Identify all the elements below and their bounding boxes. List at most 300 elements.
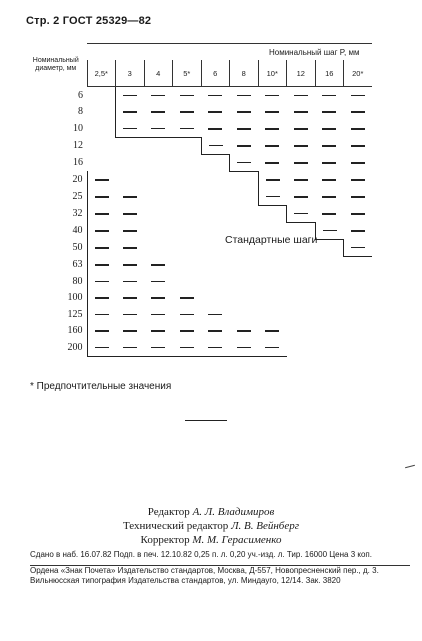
empty-cell [344, 256, 372, 273]
standard-pitch-cell [173, 120, 202, 137]
standard-pitch-cell [201, 120, 230, 137]
dash-mark [123, 247, 137, 249]
standard-pitch-cell [287, 104, 316, 121]
editor-role: Редактор [147, 506, 190, 518]
empty-cell [116, 171, 145, 188]
empty-cell [173, 205, 202, 222]
standard-pitch-cell [173, 306, 202, 323]
imprint-line-3: Вильнюсская типография Издательства стандартов, ул. Миндауго, 12/14. Зак. 3820 [30, 576, 341, 585]
empty-cell [173, 256, 202, 273]
standard-pitches-label: Стандартные шаги [225, 234, 318, 246]
standard-pitch-cell [173, 323, 202, 340]
diameter-value: 12 [73, 140, 83, 151]
dash-mark [151, 281, 165, 283]
table-row [25, 87, 372, 104]
dash-mark [265, 145, 279, 147]
standard-pitch-cell [116, 188, 145, 205]
standard-pitch-cell [230, 87, 259, 104]
standard-pitch-cell [258, 104, 287, 121]
dash-mark [322, 162, 336, 164]
standard-pitch-cell [116, 290, 145, 307]
dash-mark [180, 128, 194, 130]
empty-cell [87, 137, 116, 154]
empty-cell [230, 188, 259, 205]
empty-cell [173, 188, 202, 205]
dash-mark [294, 145, 308, 147]
empty-cell [144, 205, 173, 222]
standard-pitch-cell [287, 171, 316, 188]
dash-mark [123, 330, 137, 332]
standard-pitch-cell [173, 290, 202, 307]
empty-cell [201, 290, 230, 307]
table-body [25, 87, 372, 357]
standard-pitch-cell [258, 188, 287, 205]
diameter-value: 16 [73, 157, 83, 168]
standard-pitch-cell [287, 154, 316, 171]
dash-mark [294, 162, 308, 164]
empty-cell [287, 273, 316, 290]
table-row [25, 222, 372, 239]
empty-cell [287, 323, 316, 340]
diameter-value: 63 [72, 259, 83, 270]
empty-cell [173, 171, 202, 188]
empty-cell [201, 256, 230, 273]
dash-mark [151, 347, 165, 349]
dash-mark [123, 230, 137, 232]
dash-mark [208, 314, 222, 316]
dash-mark [208, 330, 222, 332]
empty-cell [230, 171, 259, 188]
empty-cell [87, 104, 116, 121]
dash-mark [123, 111, 137, 113]
dash-mark [208, 111, 222, 113]
standard-pitch-cell [116, 120, 145, 137]
dash-mark [180, 95, 194, 97]
table-row [25, 306, 372, 323]
table-row [25, 339, 372, 356]
dash-mark [294, 128, 308, 130]
diameter-value: 200 [67, 342, 83, 353]
standard-pitch-cell [201, 87, 230, 104]
dash-mark [265, 330, 279, 332]
dash-mark [95, 330, 109, 332]
separator-line [185, 420, 227, 421]
empty-cell [230, 256, 259, 273]
dash-mark [351, 230, 365, 232]
dash-mark [265, 111, 279, 113]
imprint-block [30, 550, 379, 586]
standard-pitch-cell [258, 323, 287, 340]
dash-mark [322, 111, 336, 113]
standard-pitch-cell [201, 323, 230, 340]
pitch-header-8: 16 [315, 60, 344, 87]
standard-pitch-cell [87, 306, 116, 323]
dash-mark [95, 297, 109, 299]
standard-pitch-cell [344, 188, 372, 205]
diameter-value: 6 [78, 89, 83, 101]
standard-pitch-cell [144, 306, 173, 323]
standard-pitch-cell [116, 256, 145, 273]
page-header: Стр. 2 ГОСТ 25329—82 [26, 15, 152, 27]
empty-cell [201, 188, 230, 205]
standard-pitch-cell [116, 306, 145, 323]
standard-pitch-cell [287, 188, 316, 205]
dash-mark [322, 213, 336, 215]
diameter-value: 40 [72, 225, 83, 236]
standard-pitch-cell [344, 205, 372, 222]
proofreader-line [0, 533, 422, 547]
standard-pitch-cell [87, 273, 116, 290]
empty-cell [230, 205, 259, 222]
dash-mark [180, 314, 194, 316]
pitch-header-1: 3 [116, 60, 145, 87]
standard-pitch-cell [344, 120, 372, 137]
diameter-value: 125 [67, 308, 83, 320]
margin-mark [405, 465, 415, 469]
dash-mark [265, 95, 279, 97]
dash-mark [351, 162, 365, 164]
dash-mark [265, 128, 279, 130]
diameter-value: 80 [72, 275, 83, 287]
dash-mark [294, 95, 308, 97]
standard-pitch-cell [87, 171, 116, 188]
standard-pitch-cell [144, 256, 173, 273]
dash-mark [95, 347, 109, 349]
dash-mark [294, 196, 308, 198]
imprint-line-2: Ордена «Знак Почета» Издательство стандартов, Москва, Д-557, Новопресненский пер., д. 3. [30, 566, 379, 575]
empty-cell [315, 339, 344, 356]
pitch-header-3: 5* [173, 60, 202, 87]
table-row [25, 171, 372, 188]
dash-mark [123, 196, 137, 198]
empty-cell [287, 339, 316, 356]
standard-pitch-cell [344, 87, 372, 104]
footnote: * Предпочтительные значения [30, 381, 172, 392]
dash-mark [95, 264, 109, 266]
table-row [25, 104, 372, 121]
dash-mark [351, 111, 365, 113]
standard-pitch-cell [116, 339, 145, 356]
standard-pitch-cell [144, 339, 173, 356]
pitch-group-header: Номинальный шаг P, мм [87, 44, 372, 61]
empty-cell [144, 171, 173, 188]
dash-mark [237, 128, 251, 130]
empty-cell [287, 290, 316, 307]
dash-mark [265, 162, 279, 164]
standard-pitch-cell [315, 137, 344, 154]
dash-mark [123, 264, 137, 266]
dash-mark [180, 347, 194, 349]
dash-mark [266, 179, 280, 181]
empty-cell [315, 273, 344, 290]
standard-pitch-cell [201, 104, 230, 121]
empty-cell [315, 239, 344, 256]
standard-pitch-cell [144, 290, 173, 307]
dash-mark [95, 196, 109, 198]
dash-mark [351, 128, 365, 130]
dash-mark [266, 196, 280, 198]
empty-cell [258, 256, 287, 273]
standard-pitch-cell [258, 339, 287, 356]
table-row [25, 273, 372, 290]
standard-pitch-cell [315, 171, 344, 188]
dash-mark [208, 347, 222, 349]
empty-cell [230, 273, 259, 290]
standard-pitch-cell [87, 256, 116, 273]
dash-mark [294, 111, 308, 113]
standard-pitch-cell [201, 137, 230, 154]
standard-pitch-cell [287, 120, 316, 137]
empty-cell [344, 290, 372, 307]
dash-mark [123, 281, 137, 283]
standard-pitch-cell [315, 188, 344, 205]
standard-pitch-cell [144, 104, 173, 121]
table-row [25, 256, 372, 273]
standard-pitch-cell [344, 171, 372, 188]
empty-cell [173, 154, 202, 171]
tech-editor-name: Л. В. Вейнберг [231, 520, 299, 532]
standard-pitch-cell [116, 104, 145, 121]
empty-cell [230, 290, 259, 307]
standard-pitch-cell [258, 171, 287, 188]
dash-mark [151, 128, 165, 130]
standard-pitch-cell [230, 104, 259, 121]
standard-pitch-cell [315, 222, 344, 239]
standard-pitch-cell [258, 137, 287, 154]
dash-mark [123, 213, 137, 215]
diameter-column-header: Номинальный диаметр, мм [32, 57, 79, 72]
standard-pitch-table [25, 43, 372, 357]
empty-cell [87, 120, 116, 137]
diameter-value: 160 [67, 325, 83, 337]
standard-pitch-cell [87, 239, 116, 256]
dash-mark [351, 213, 365, 215]
pitch-header-5: 8 [230, 60, 259, 87]
standard-pitch-cell [201, 339, 230, 356]
dash-mark [351, 247, 365, 249]
standard-pitch-cell [287, 205, 316, 222]
dash-mark [237, 347, 251, 349]
dash-mark [180, 297, 194, 299]
standard-pitch-cell [87, 339, 116, 356]
dash-mark [95, 281, 109, 283]
dash-mark [322, 128, 336, 130]
diameter-value: 100 [67, 292, 83, 304]
dash-mark [351, 145, 365, 147]
table-row [25, 323, 372, 340]
dash-mark [95, 179, 109, 181]
empty-cell [144, 154, 173, 171]
standard-pitch-cell [344, 239, 372, 256]
diameter-value: 10 [73, 123, 83, 134]
empty-cell [144, 222, 173, 239]
standard-pitch-cell [173, 104, 202, 121]
standard-pitch-cell [258, 87, 287, 104]
standard-pitch-cell [144, 120, 173, 137]
table-row [25, 239, 372, 256]
table-row [25, 120, 372, 137]
empty-cell [344, 323, 372, 340]
standard-pitch-cell [230, 120, 259, 137]
table-row [25, 154, 372, 171]
dash-mark [209, 145, 223, 147]
empty-cell [144, 137, 173, 154]
dash-mark [237, 330, 251, 332]
empty-cell [116, 137, 145, 154]
proofreader-role: Корректор [140, 534, 190, 546]
pitch-header-9: 20* [344, 60, 372, 87]
dash-mark [322, 145, 336, 147]
empty-cell [287, 306, 316, 323]
editor-name: А. Л. Владимиров [192, 506, 275, 518]
pitch-header-0: 2,5* [87, 60, 116, 87]
empty-cell [230, 306, 259, 323]
standard-pitch-cell [230, 339, 259, 356]
empty-cell [201, 171, 230, 188]
empty-cell [173, 222, 202, 239]
dash-mark [208, 128, 222, 130]
dash-mark [294, 179, 308, 181]
standard-pitch-cell [315, 87, 344, 104]
standard-pitch-cell [287, 137, 316, 154]
standard-pitch-cell [344, 137, 372, 154]
empty-cell [201, 205, 230, 222]
table-row [25, 205, 372, 222]
empty-cell [144, 239, 173, 256]
standard-pitch-cell [258, 120, 287, 137]
diameter-value: 25 [72, 191, 83, 202]
pitch-header-4: 6 [201, 60, 230, 87]
empty-cell [315, 256, 344, 273]
empty-cell [87, 87, 116, 104]
standard-pitch-cell [87, 188, 116, 205]
standard-pitch-cell [173, 87, 202, 104]
empty-cell [201, 273, 230, 290]
dash-mark [351, 95, 365, 97]
dash-mark [294, 213, 308, 215]
dash-mark [237, 162, 251, 164]
standard-pitch-cell [116, 205, 145, 222]
dash-mark [95, 230, 109, 232]
standard-pitch-cell [344, 154, 372, 171]
standard-pitch-cell [258, 154, 287, 171]
empty-cell [258, 306, 287, 323]
empty-cell [315, 323, 344, 340]
empty-cell [116, 154, 145, 171]
standard-pitch-cell [87, 205, 116, 222]
empty-cell [87, 154, 116, 171]
table-row [25, 290, 372, 307]
dash-mark [95, 213, 109, 215]
credits-block [0, 505, 422, 547]
standard-pitch-cell [144, 323, 173, 340]
empty-cell [344, 339, 372, 356]
dash-mark [151, 297, 165, 299]
standard-pitch-cell [116, 273, 145, 290]
table-header-row [25, 44, 372, 61]
empty-cell [173, 137, 202, 154]
dash-mark [123, 314, 137, 316]
dash-mark [180, 111, 194, 113]
dash-mark [351, 179, 365, 181]
dash-mark [323, 230, 337, 232]
dash-mark [95, 247, 109, 249]
empty-cell [144, 188, 173, 205]
dash-mark [151, 95, 165, 97]
dash-mark [95, 314, 109, 316]
diameter-value: 20 [72, 174, 83, 185]
empty-cell [258, 205, 287, 222]
standard-pitch-cell [116, 222, 145, 239]
standard-pitch-cell [230, 137, 259, 154]
table-row [25, 137, 372, 154]
standard-pitch-cell [201, 306, 230, 323]
standard-pitch-cell [173, 339, 202, 356]
standard-pitch-cell [344, 104, 372, 121]
standard-pitch-cell [87, 323, 116, 340]
table-row [25, 188, 372, 205]
empty-cell [315, 306, 344, 323]
dash-mark [151, 111, 165, 113]
standard-pitch-cell [315, 120, 344, 137]
empty-cell [344, 306, 372, 323]
standard-pitch-cell [144, 87, 173, 104]
dash-mark [322, 179, 336, 181]
empty-cell [258, 290, 287, 307]
dash-mark [180, 330, 194, 332]
empty-cell [173, 273, 202, 290]
standard-pitch-cell [315, 104, 344, 121]
standard-pitch-cell [116, 87, 145, 104]
standard-pitch-cell [287, 87, 316, 104]
dash-mark [208, 95, 222, 97]
dash-mark [265, 347, 279, 349]
imprint-line-1: Сдано в наб. 16.07.82 Подп. в печ. 12.10.82 0,25 п. л. 0,20 уч.-изд. л. Тир. 16000 Цена 3 коп. [30, 550, 372, 559]
standard-pitch-cell [344, 222, 372, 239]
dash-mark [351, 196, 365, 198]
pitch-header-7: 12 [287, 60, 316, 87]
dash-mark [123, 128, 137, 130]
standard-pitch-cell [144, 273, 173, 290]
standard-pitch-cell [315, 154, 344, 171]
dash-mark [123, 347, 137, 349]
dash-mark [322, 95, 336, 97]
diameter-value: 50 [72, 242, 83, 253]
empty-cell [344, 273, 372, 290]
dash-mark [123, 95, 137, 97]
tech-editor-line [0, 519, 422, 533]
diameter-value: 32 [72, 208, 83, 219]
dash-mark [151, 330, 165, 332]
dash-mark [151, 314, 165, 316]
proofreader-name: М. М. Герасименко [192, 534, 282, 546]
dash-mark [123, 297, 137, 299]
standard-pitch-cell [116, 323, 145, 340]
empty-cell [315, 290, 344, 307]
standard-pitch-cell [230, 323, 259, 340]
standard-pitch-cell [87, 222, 116, 239]
dash-mark [237, 111, 251, 113]
diameter-value: 8 [78, 106, 83, 118]
dash-mark [151, 264, 165, 266]
empty-cell [258, 273, 287, 290]
standard-pitch-cell [87, 290, 116, 307]
pitch-header-6: 10* [258, 60, 287, 87]
empty-cell [201, 154, 230, 171]
dash-mark [237, 145, 251, 147]
standard-pitch-cell [230, 154, 259, 171]
standard-pitch-cell [116, 239, 145, 256]
